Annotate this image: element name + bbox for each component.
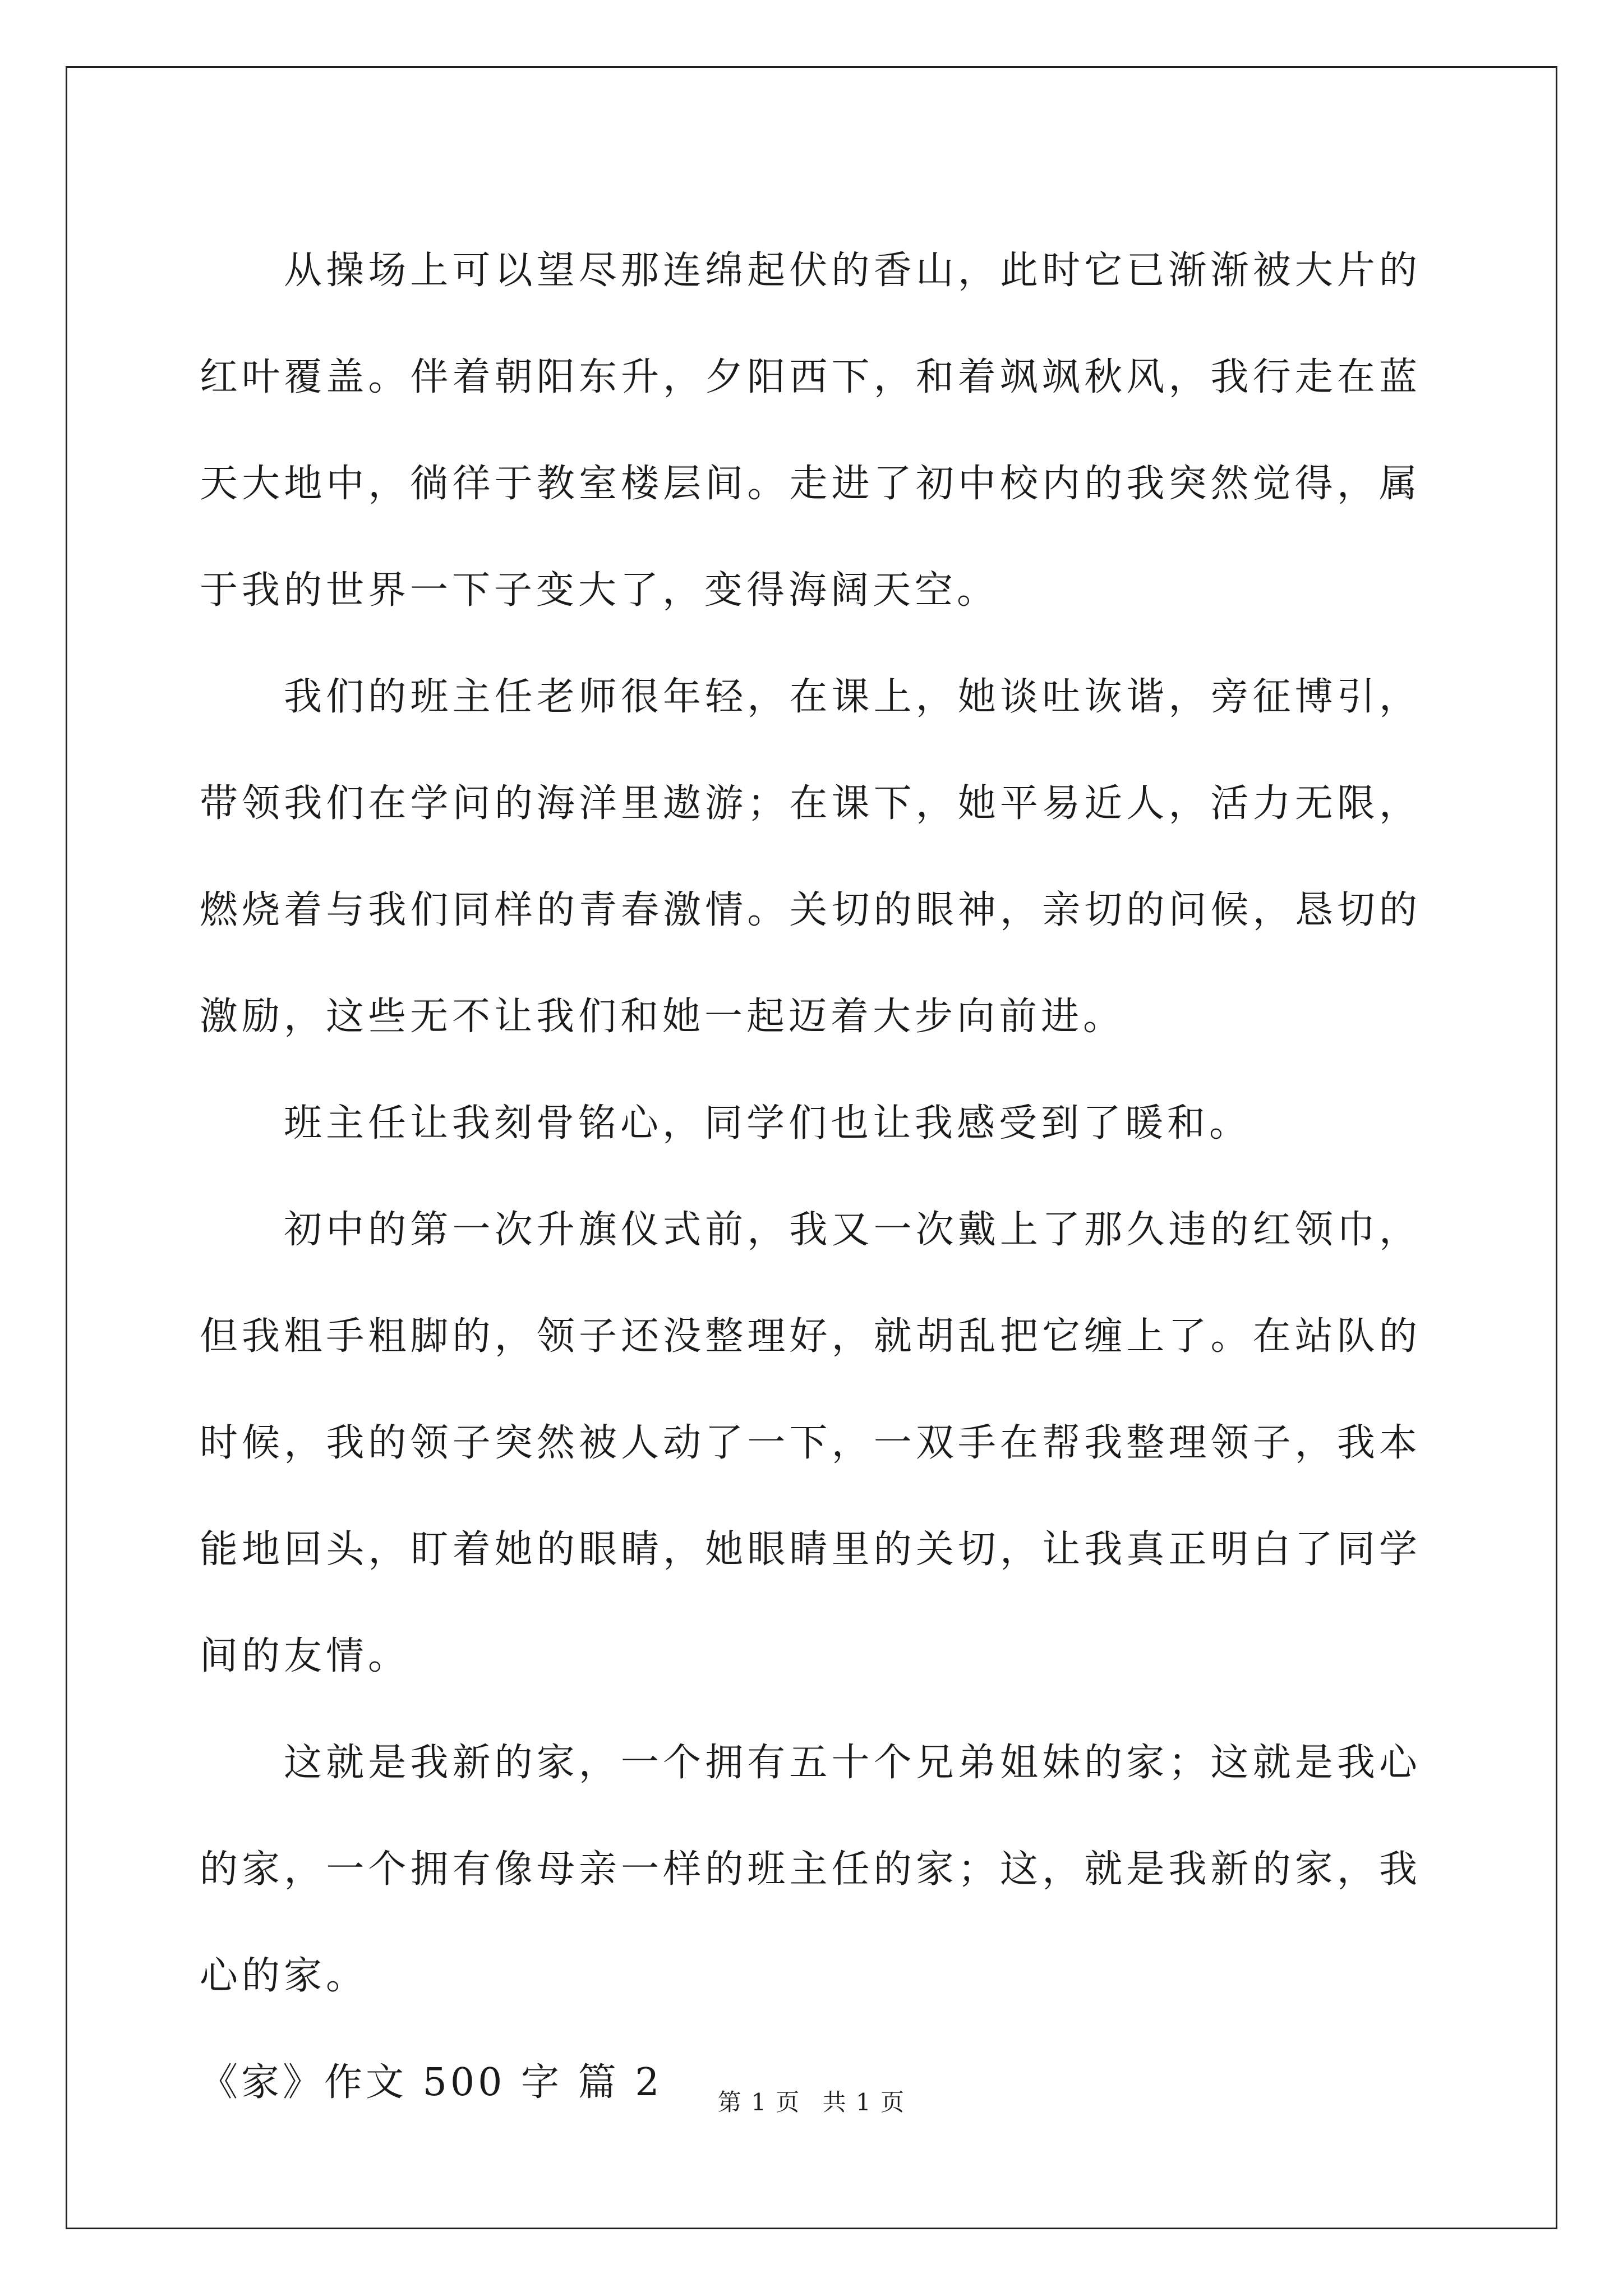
paragraph-4: 初中的第一次升旗仪式前，我又一次戴上了那久违的红领巾，但我粗手粗脚的，领子还没整理好，就胡乱把它缠上了。在站队的时候，我的领子突然被人动了一下，一双手在帮我整理领子，我本能地回头，盯着她的眼睛，她眼睛里的关切，让我真正明白了同学间的友情。	[200, 1208, 1421, 1678]
paragraph-5: 这就是我新的家，一个拥有五十个兄弟姐妹的家；这就是我心的家，一个拥有像母亲一样的班主任的家；这，就是我新的家，我心的家。	[200, 1741, 1421, 1998]
page-total: 共 1 页	[822, 2088, 906, 2116]
page-number: 第 1 页	[717, 2088, 801, 2116]
paragraph-2: 我们的班主任老师很年轻，在课上，她谈吐诙谐，旁征博引，带领我们在学问的海洋里遨游；在课下，她平易近人，活力无限，燃烧着与我们同样的青春激情。关切的眼神，亲切的问候，恳切的激励，这些无不让我们和她一起迈着大步向前进。	[200, 675, 1421, 1039]
paragraph-3: 班主任让我刻骨铭心，同学们也让我感受到了暖和。	[284, 1101, 1252, 1145]
page-footer	[0, 2086, 1623, 2119]
document-body	[200, 218, 1421, 2136]
section-heading: 《家》作文 500 字 篇 2	[200, 2060, 663, 2105]
paragraph-1: 从操场上可以望尽那连绵起伏的香山，此时它已渐渐被大片的红叶覆盖。伴着朝阳东升，夕阳西下，和着飒飒秋风，我行走在蓝天大地中，徜徉于教室楼层间。走进了初中校内的我突然觉得，属于我的世界一下子变大了，变得海阔天空。	[200, 249, 1421, 613]
